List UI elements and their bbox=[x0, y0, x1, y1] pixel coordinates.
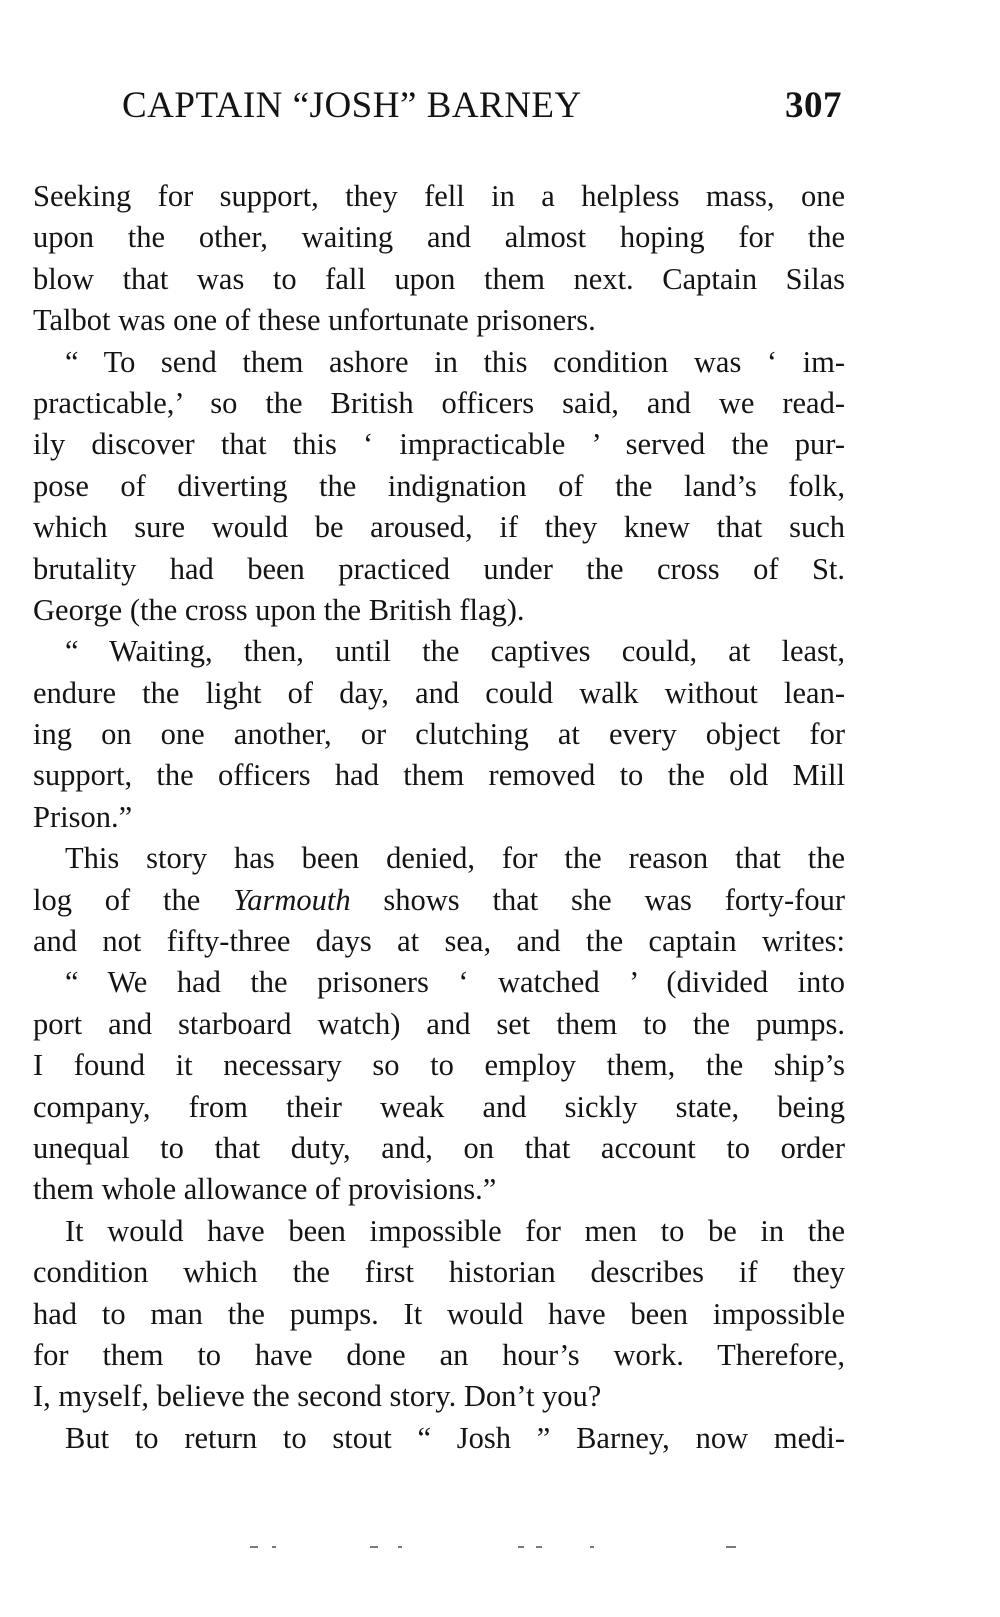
body-text bbox=[33, 176, 845, 1459]
text-line: log of the Yarmouth shows that she was forty-four bbox=[33, 882, 845, 917]
text-line: upon the other, waiting and almost hoping for the bbox=[33, 220, 845, 255]
text-line: ily discover that this ‘ impracticable ’ served the pur- bbox=[33, 427, 845, 462]
text-line: Talbot was one of these unfortunate prisoners. bbox=[33, 303, 596, 338]
text-line: ing on one another, or clutching at every object for bbox=[33, 717, 845, 752]
text-line: and not fifty-three days at sea, and the captain writes: bbox=[33, 924, 845, 959]
text-line: “ To send them ashore in this condition was ‘ im- bbox=[65, 344, 845, 379]
text-line: for them to have done an hour’s work. Therefore, bbox=[33, 1337, 845, 1372]
text-line: which sure would be aroused, if they knew that such bbox=[33, 510, 845, 545]
text-line: Seeking for support, they fell in a helpless mass, one bbox=[33, 179, 845, 213]
text-line: support, the officers had them removed to the old Mill bbox=[33, 758, 845, 793]
text-line: company, from their weak and sickly state, being bbox=[33, 1089, 845, 1124]
text-line: port and starboard watch) and set them to the pumps. bbox=[33, 1006, 845, 1041]
text-line: I found it necessary so to employ them, the ship’s bbox=[33, 1048, 845, 1083]
text-line: endure the light of day, and could walk without lean- bbox=[33, 675, 845, 710]
text-line: This story has been denied, for the reason that the bbox=[65, 841, 845, 876]
text-line: I, myself, believe the second story. Don’t you? bbox=[33, 1379, 602, 1414]
footer-marks bbox=[250, 1546, 770, 1550]
text-line: pose of diverting the indignation of the land’s folk, bbox=[33, 468, 845, 503]
text-line: Prison.” bbox=[33, 799, 133, 834]
text-line: blow that was to fall upon them next. Captain Silas bbox=[33, 261, 845, 296]
text-line: brutality had been practiced under the cross of St. bbox=[33, 551, 845, 586]
text-line: “ Waiting, then, until the captives could, at least, bbox=[65, 634, 845, 669]
text-line: It would have been impossible for men to be in the bbox=[65, 1213, 845, 1248]
text-line: “ We had the prisoners ‘ watched ’ (divided into bbox=[65, 965, 845, 1000]
page-number: 307 bbox=[785, 85, 842, 126]
running-head bbox=[122, 84, 842, 134]
italic-ship-name: Yarmouth bbox=[233, 882, 351, 917]
text-line: condition which the first historian describes if they bbox=[33, 1255, 845, 1290]
text-line: But to return to stout “ Josh ” Barney, now medi- bbox=[65, 1420, 845, 1455]
text-line: them whole allowance of provisions.” bbox=[33, 1172, 497, 1207]
running-head-title: CAPTAIN “JOSH” BARNEY bbox=[122, 85, 582, 126]
text-line: unequal to that duty, and, on that account to order bbox=[33, 1130, 845, 1165]
text-line: practicable,’ so the British officers said, and we read- bbox=[33, 385, 845, 420]
text-line: George (the cross upon the British flag). bbox=[33, 592, 525, 627]
text-line: had to man the pumps. It would have been impossible bbox=[33, 1296, 845, 1331]
